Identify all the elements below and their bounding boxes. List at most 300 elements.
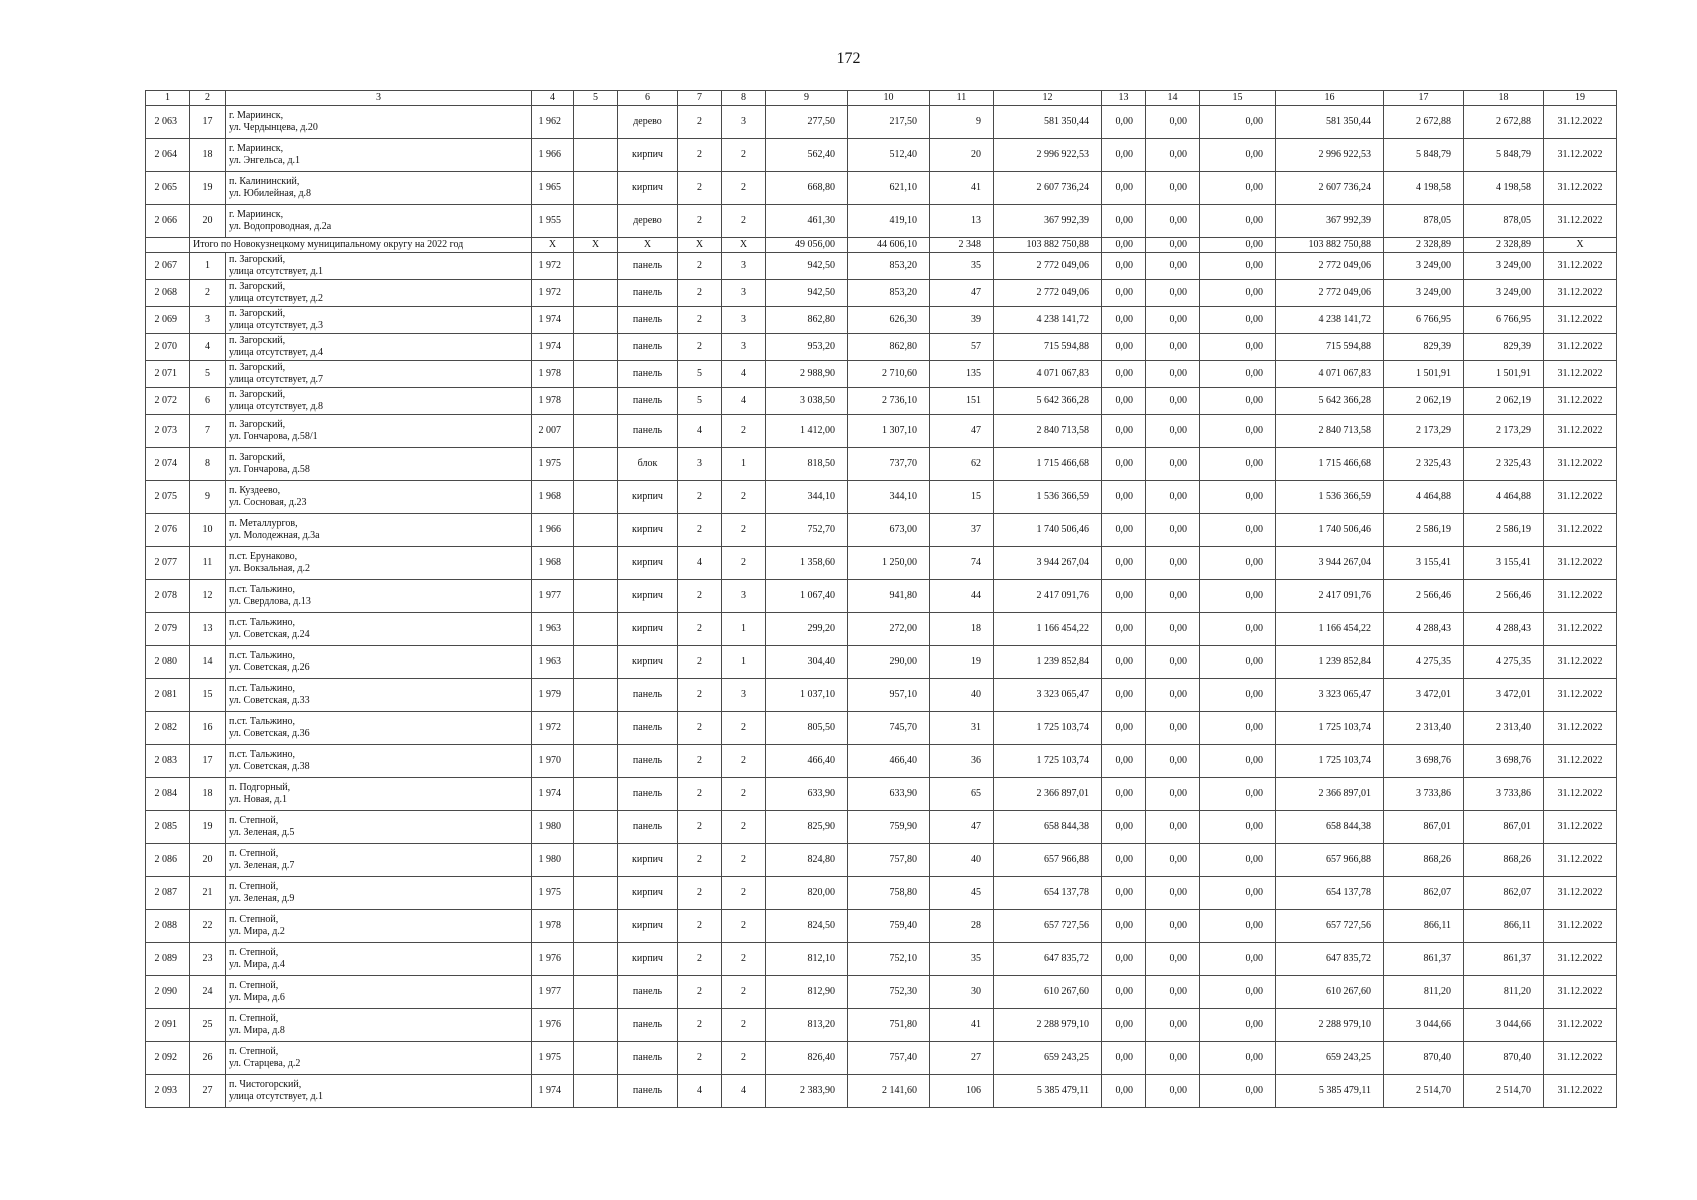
cell-c10: 941,80	[848, 580, 930, 613]
year-built: 2 007	[532, 415, 574, 448]
completion-date: 31.12.2022	[1544, 280, 1617, 307]
wall-material: кирпич	[618, 514, 678, 547]
cell-c17: 878,05	[1384, 205, 1464, 238]
cell-c17: 2 173,29	[1384, 415, 1464, 448]
cell-c12: 4 238 141,72	[994, 307, 1102, 334]
cell-c12: 610 267,60	[994, 976, 1102, 1009]
address-cell	[226, 205, 532, 238]
address-cell	[226, 778, 532, 811]
cell-empty	[146, 238, 190, 253]
cell-c12: 2 772 049,06	[994, 280, 1102, 307]
cell-c17: 3 733,86	[1384, 778, 1464, 811]
cell-c11: 57	[930, 334, 994, 361]
cell-c16: 1 715 466,68	[1276, 448, 1384, 481]
column-header-12: 12	[994, 91, 1102, 106]
cell-c11: 13	[930, 205, 994, 238]
address-street: ул. Советская, д.26	[229, 662, 310, 673]
cell-c10: 512,40	[848, 139, 930, 172]
cell-c15: 0,00	[1200, 361, 1276, 388]
row-number: 2 087	[146, 877, 190, 910]
cell-c11: 2 348	[930, 238, 994, 253]
table-row	[146, 844, 1617, 877]
cell-c17: 6 766,95	[1384, 307, 1464, 334]
wall-material: панель	[618, 280, 678, 307]
entrances-count: 2	[722, 205, 766, 238]
row-number: 2 079	[146, 613, 190, 646]
cell-c14: 0,00	[1146, 139, 1200, 172]
cell-c10: 745,70	[848, 712, 930, 745]
cell-c14: 0,00	[1146, 481, 1200, 514]
cell-c5	[574, 448, 618, 481]
cell-c10: 737,70	[848, 448, 930, 481]
entrances-count: 3	[722, 106, 766, 139]
cell-c16: 657 966,88	[1276, 844, 1384, 877]
cell-c10: 752,30	[848, 976, 930, 1009]
cell-c18: 878,05	[1464, 205, 1544, 238]
table-row	[146, 646, 1617, 679]
cell-c9: 824,80	[766, 844, 848, 877]
cell-c5	[574, 172, 618, 205]
cell-c16: 103 882 750,88	[1276, 238, 1384, 253]
cell-c17: 829,39	[1384, 334, 1464, 361]
row-number: 2 088	[146, 910, 190, 943]
completion-date: 31.12.2022	[1544, 1042, 1617, 1075]
row-index: 25	[190, 1009, 226, 1042]
row-index: 1	[190, 253, 226, 280]
cell-c15: 0,00	[1200, 205, 1276, 238]
table-row	[146, 280, 1617, 307]
entrances-count: 4	[722, 1075, 766, 1108]
cell-c15: 0,00	[1200, 877, 1276, 910]
cell-c14: 0,00	[1146, 307, 1200, 334]
cell-c9: 299,20	[766, 613, 848, 646]
row-index: 20	[190, 844, 226, 877]
cell-c9: 825,90	[766, 811, 848, 844]
cell-c16: 715 594,88	[1276, 334, 1384, 361]
table-row	[146, 712, 1617, 745]
cell-c17: 1 501,91	[1384, 361, 1464, 388]
completion-date: 31.12.2022	[1544, 307, 1617, 334]
cell-c12: 2 288 979,10	[994, 1009, 1102, 1042]
cell-c9: 813,20	[766, 1009, 848, 1042]
cell-c16: 1 740 506,46	[1276, 514, 1384, 547]
floors-count: 2	[678, 253, 722, 280]
address-cell	[226, 514, 532, 547]
cell-c11: 28	[930, 910, 994, 943]
cell-c18: 3 698,76	[1464, 745, 1544, 778]
cell-c11: 37	[930, 514, 994, 547]
cell-c13: 0,00	[1102, 388, 1146, 415]
wall-material: кирпич	[618, 481, 678, 514]
row-index: 4	[190, 334, 226, 361]
cell-c14: 0,00	[1146, 745, 1200, 778]
cell-c16: 2 288 979,10	[1276, 1009, 1384, 1042]
completion-date: 31.12.2022	[1544, 334, 1617, 361]
address-locality: г. Мариинск,	[229, 209, 284, 220]
row-index: 7	[190, 415, 226, 448]
table-row	[146, 613, 1617, 646]
cell-c18: 829,39	[1464, 334, 1544, 361]
floors-count: 2	[678, 745, 722, 778]
entrances-count: 2	[722, 844, 766, 877]
row-index: 27	[190, 1075, 226, 1108]
cell-c15: 0,00	[1200, 172, 1276, 205]
row-index: 13	[190, 613, 226, 646]
cell-c9: 461,30	[766, 205, 848, 238]
cell-c15: 0,00	[1200, 106, 1276, 139]
column-header-6: 6	[618, 91, 678, 106]
row-index: 17	[190, 745, 226, 778]
entrances-count: 2	[722, 745, 766, 778]
cell-c10: 44 606,10	[848, 238, 930, 253]
address-street: ул. Молодежная, д.3а	[229, 530, 320, 541]
cell-c6: X	[618, 238, 678, 253]
cell-c18: 2 514,70	[1464, 1075, 1544, 1108]
address-locality: п. Загорский,	[229, 254, 286, 265]
cell-c13: 0,00	[1102, 745, 1146, 778]
row-number: 2 067	[146, 253, 190, 280]
entrances-count: 2	[722, 976, 766, 1009]
cell-c5	[574, 877, 618, 910]
completion-date: 31.12.2022	[1544, 106, 1617, 139]
wall-material: панель	[618, 388, 678, 415]
address-street: ул. Советская, д.38	[229, 761, 310, 772]
floors-count: 3	[678, 448, 722, 481]
row-index: 6	[190, 388, 226, 415]
column-header-11: 11	[930, 91, 994, 106]
wall-material: дерево	[618, 205, 678, 238]
cell-c19: X	[1544, 238, 1617, 253]
cell-c10: 853,20	[848, 253, 930, 280]
wall-material: панель	[618, 778, 678, 811]
cell-c15: 0,00	[1200, 253, 1276, 280]
column-header-7: 7	[678, 91, 722, 106]
row-index: 2	[190, 280, 226, 307]
address-street: улица отсутствует, д.8	[229, 401, 324, 412]
cell-c10: 633,90	[848, 778, 930, 811]
cell-c9: 1 067,40	[766, 580, 848, 613]
cell-c13: 0,00	[1102, 361, 1146, 388]
floors-count: 2	[678, 778, 722, 811]
floors-count: 2	[678, 1009, 722, 1042]
cell-c11: 35	[930, 943, 994, 976]
table-row	[146, 448, 1617, 481]
cell-c16: 4 071 067,83	[1276, 361, 1384, 388]
cell-c5	[574, 1009, 618, 1042]
cell-c15: 0,00	[1200, 415, 1276, 448]
entrances-count: 1	[722, 613, 766, 646]
cell-c16: 5 642 366,28	[1276, 388, 1384, 415]
cell-c9: 633,90	[766, 778, 848, 811]
row-index: 8	[190, 448, 226, 481]
wall-material: дерево	[618, 106, 678, 139]
wall-material: панель	[618, 361, 678, 388]
year-built: 1 976	[532, 1009, 574, 1042]
row-number: 2 080	[146, 646, 190, 679]
cell-c17: 811,20	[1384, 976, 1464, 1009]
cell-c13: 0,00	[1102, 613, 1146, 646]
address-street: ул. Мира, д.8	[229, 1025, 285, 1036]
address-street: ул. Свердлова, д.13	[229, 596, 311, 607]
cell-c12: 2 366 897,01	[994, 778, 1102, 811]
cell-c13: 0,00	[1102, 580, 1146, 613]
cell-c10: 673,00	[848, 514, 930, 547]
cell-c14: 0,00	[1146, 514, 1200, 547]
row-number: 2 086	[146, 844, 190, 877]
table-row	[146, 253, 1617, 280]
cell-c15: 0,00	[1200, 712, 1276, 745]
cell-c16: 658 844,38	[1276, 811, 1384, 844]
address-locality: п. Степной,	[229, 980, 279, 991]
cell-c16: 654 137,78	[1276, 877, 1384, 910]
cell-c18: 4 288,43	[1464, 613, 1544, 646]
cell-c13: 0,00	[1102, 712, 1146, 745]
cell-c17: 2 566,46	[1384, 580, 1464, 613]
cell-c11: 30	[930, 976, 994, 1009]
cell-c13: 0,00	[1102, 253, 1146, 280]
year-built: 1 977	[532, 976, 574, 1009]
completion-date: 31.12.2022	[1544, 910, 1617, 943]
cell-c5	[574, 712, 618, 745]
cell-c16: 610 267,60	[1276, 976, 1384, 1009]
row-number: 2 065	[146, 172, 190, 205]
cell-c7: X	[678, 238, 722, 253]
floors-count: 2	[678, 334, 722, 361]
cell-c5	[574, 253, 618, 280]
cell-c9: 812,10	[766, 943, 848, 976]
address-locality: п. Подгорный,	[229, 782, 291, 793]
cell-c11: 40	[930, 844, 994, 877]
floors-count: 2	[678, 712, 722, 745]
cell-c11: 35	[930, 253, 994, 280]
floors-count: 2	[678, 106, 722, 139]
cell-c11: 31	[930, 712, 994, 745]
cell-c12: 647 835,72	[994, 943, 1102, 976]
cell-c10: 957,10	[848, 679, 930, 712]
cell-c18: 862,07	[1464, 877, 1544, 910]
cell-c17: 866,11	[1384, 910, 1464, 943]
cell-c17: 2 328,89	[1384, 238, 1464, 253]
address-street: ул. Энгельса, д.1	[229, 155, 301, 166]
cell-c16: 5 385 479,11	[1276, 1075, 1384, 1108]
cell-c16: 4 238 141,72	[1276, 307, 1384, 334]
wall-material: панель	[618, 334, 678, 361]
cell-c15: 0,00	[1200, 910, 1276, 943]
table-row	[146, 139, 1617, 172]
address-street: улица отсутствует, д.7	[229, 374, 324, 385]
table-row	[146, 334, 1617, 361]
table-row	[146, 205, 1617, 238]
cell-c14: 0,00	[1146, 613, 1200, 646]
cell-c14: 0,00	[1146, 334, 1200, 361]
address-street: ул. Зеленая, д.5	[229, 827, 295, 838]
cell-c9: 304,40	[766, 646, 848, 679]
cell-c8: X	[722, 238, 766, 253]
cell-c13: 0,00	[1102, 334, 1146, 361]
wall-material: панель	[618, 1009, 678, 1042]
cell-c9: 953,20	[766, 334, 848, 361]
floors-count: 2	[678, 811, 722, 844]
row-number: 2 090	[146, 976, 190, 1009]
address-locality: п. Куздеево,	[229, 485, 281, 496]
completion-date: 31.12.2022	[1544, 514, 1617, 547]
cell-c5	[574, 334, 618, 361]
cell-c18: 4 464,88	[1464, 481, 1544, 514]
row-number: 2 073	[146, 415, 190, 448]
address-cell	[226, 361, 532, 388]
cell-c11: 18	[930, 613, 994, 646]
cell-c14: 0,00	[1146, 712, 1200, 745]
cell-c5	[574, 106, 618, 139]
floors-count: 2	[678, 679, 722, 712]
cell-c5	[574, 547, 618, 580]
cell-c16: 2 772 049,06	[1276, 253, 1384, 280]
cell-c18: 2 062,19	[1464, 388, 1544, 415]
cell-c18: 5 848,79	[1464, 139, 1544, 172]
row-index: 17	[190, 106, 226, 139]
cell-c15: 0,00	[1200, 481, 1276, 514]
completion-date: 31.12.2022	[1544, 712, 1617, 745]
address-locality: п.ст. Тальжино,	[229, 749, 295, 760]
housing-register-table	[145, 90, 1617, 1108]
address-cell	[226, 334, 532, 361]
column-header-2: 2	[190, 91, 226, 106]
address-locality: п. Степной,	[229, 848, 279, 859]
entrances-count: 2	[722, 481, 766, 514]
cell-c5	[574, 943, 618, 976]
cell-c15: 0,00	[1200, 448, 1276, 481]
cell-c17: 3 044,66	[1384, 1009, 1464, 1042]
floors-count: 5	[678, 388, 722, 415]
address-locality: п. Загорский,	[229, 362, 286, 373]
cell-c18: 2 313,40	[1464, 712, 1544, 745]
cell-c12: 1 715 466,68	[994, 448, 1102, 481]
column-header-18: 18	[1464, 91, 1544, 106]
cell-c13: 0,00	[1102, 547, 1146, 580]
cell-c16: 1 725 103,74	[1276, 745, 1384, 778]
floors-count: 2	[678, 943, 722, 976]
address-cell	[226, 877, 532, 910]
cell-c5	[574, 646, 618, 679]
wall-material: кирпич	[618, 172, 678, 205]
floors-count: 2	[678, 205, 722, 238]
entrances-count: 2	[722, 910, 766, 943]
row-number: 2 071	[146, 361, 190, 388]
year-built: 1 974	[532, 334, 574, 361]
cell-c5	[574, 139, 618, 172]
cell-c14: 0,00	[1146, 238, 1200, 253]
entrances-count: 3	[722, 253, 766, 280]
row-index: 10	[190, 514, 226, 547]
cell-c11: 9	[930, 106, 994, 139]
cell-c15: 0,00	[1200, 679, 1276, 712]
cell-c10: 2 710,60	[848, 361, 930, 388]
cell-c14: 0,00	[1146, 580, 1200, 613]
address-street: ул. Чердынцева, д.20	[229, 122, 318, 133]
cell-c13: 0,00	[1102, 448, 1146, 481]
floors-count: 2	[678, 844, 722, 877]
year-built: 1 978	[532, 388, 574, 415]
cell-c11: 20	[930, 139, 994, 172]
table-row	[146, 943, 1617, 976]
cell-c9: 3 038,50	[766, 388, 848, 415]
year-built: 1 975	[532, 448, 574, 481]
completion-date: 31.12.2022	[1544, 481, 1617, 514]
cell-c13: 0,00	[1102, 1075, 1146, 1108]
column-header-9: 9	[766, 91, 848, 106]
entrances-count: 2	[722, 943, 766, 976]
column-header-15: 15	[1200, 91, 1276, 106]
cell-c14: 0,00	[1146, 172, 1200, 205]
cell-c5	[574, 1042, 618, 1075]
year-built: 1 972	[532, 280, 574, 307]
address-locality: п.ст. Тальжино,	[229, 716, 295, 727]
floors-count: 2	[678, 613, 722, 646]
cell-c15: 0,00	[1200, 943, 1276, 976]
cell-c5	[574, 415, 618, 448]
completion-date: 31.12.2022	[1544, 139, 1617, 172]
cell-c12: 3 323 065,47	[994, 679, 1102, 712]
cell-c13: 0,00	[1102, 172, 1146, 205]
address-locality: п. Чистогорский,	[229, 1079, 302, 1090]
floors-count: 2	[678, 976, 722, 1009]
cell-c11: 44	[930, 580, 994, 613]
row-index: 18	[190, 778, 226, 811]
cell-c16: 3 944 267,04	[1276, 547, 1384, 580]
cell-c12: 1 239 852,84	[994, 646, 1102, 679]
cell-c11: 41	[930, 1009, 994, 1042]
table-row	[146, 388, 1617, 415]
cell-c11: 106	[930, 1075, 994, 1108]
cell-c10: 862,80	[848, 334, 930, 361]
cell-c9: 466,40	[766, 745, 848, 778]
entrances-count: 1	[722, 646, 766, 679]
completion-date: 31.12.2022	[1544, 448, 1617, 481]
address-cell	[226, 580, 532, 613]
cell-c5	[574, 481, 618, 514]
address-cell	[226, 1075, 532, 1108]
cell-c17: 867,01	[1384, 811, 1464, 844]
total-row	[146, 238, 1617, 253]
entrances-count: 2	[722, 778, 766, 811]
cell-c15: 0,00	[1200, 646, 1276, 679]
cell-c9: 752,70	[766, 514, 848, 547]
cell-c9: 805,50	[766, 712, 848, 745]
address-cell	[226, 943, 532, 976]
cell-c13: 0,00	[1102, 280, 1146, 307]
cell-c12: 1 166 454,22	[994, 613, 1102, 646]
address-cell	[226, 679, 532, 712]
year-built: 1 965	[532, 172, 574, 205]
cell-c15: 0,00	[1200, 745, 1276, 778]
year-built: 1 955	[532, 205, 574, 238]
row-number: 2 084	[146, 778, 190, 811]
cell-c16: 2 772 049,06	[1276, 280, 1384, 307]
entrances-count: 2	[722, 712, 766, 745]
row-index: 19	[190, 811, 226, 844]
cell-c11: 47	[930, 415, 994, 448]
table-row	[146, 877, 1617, 910]
completion-date: 31.12.2022	[1544, 1009, 1617, 1042]
address-street: ул. Гончарова, д.58/1	[229, 431, 318, 442]
wall-material: кирпич	[618, 877, 678, 910]
cell-c15: 0,00	[1200, 811, 1276, 844]
floors-count: 2	[678, 580, 722, 613]
address-cell	[226, 910, 532, 943]
cell-c14: 0,00	[1146, 106, 1200, 139]
cell-c11: 135	[930, 361, 994, 388]
row-index: 24	[190, 976, 226, 1009]
